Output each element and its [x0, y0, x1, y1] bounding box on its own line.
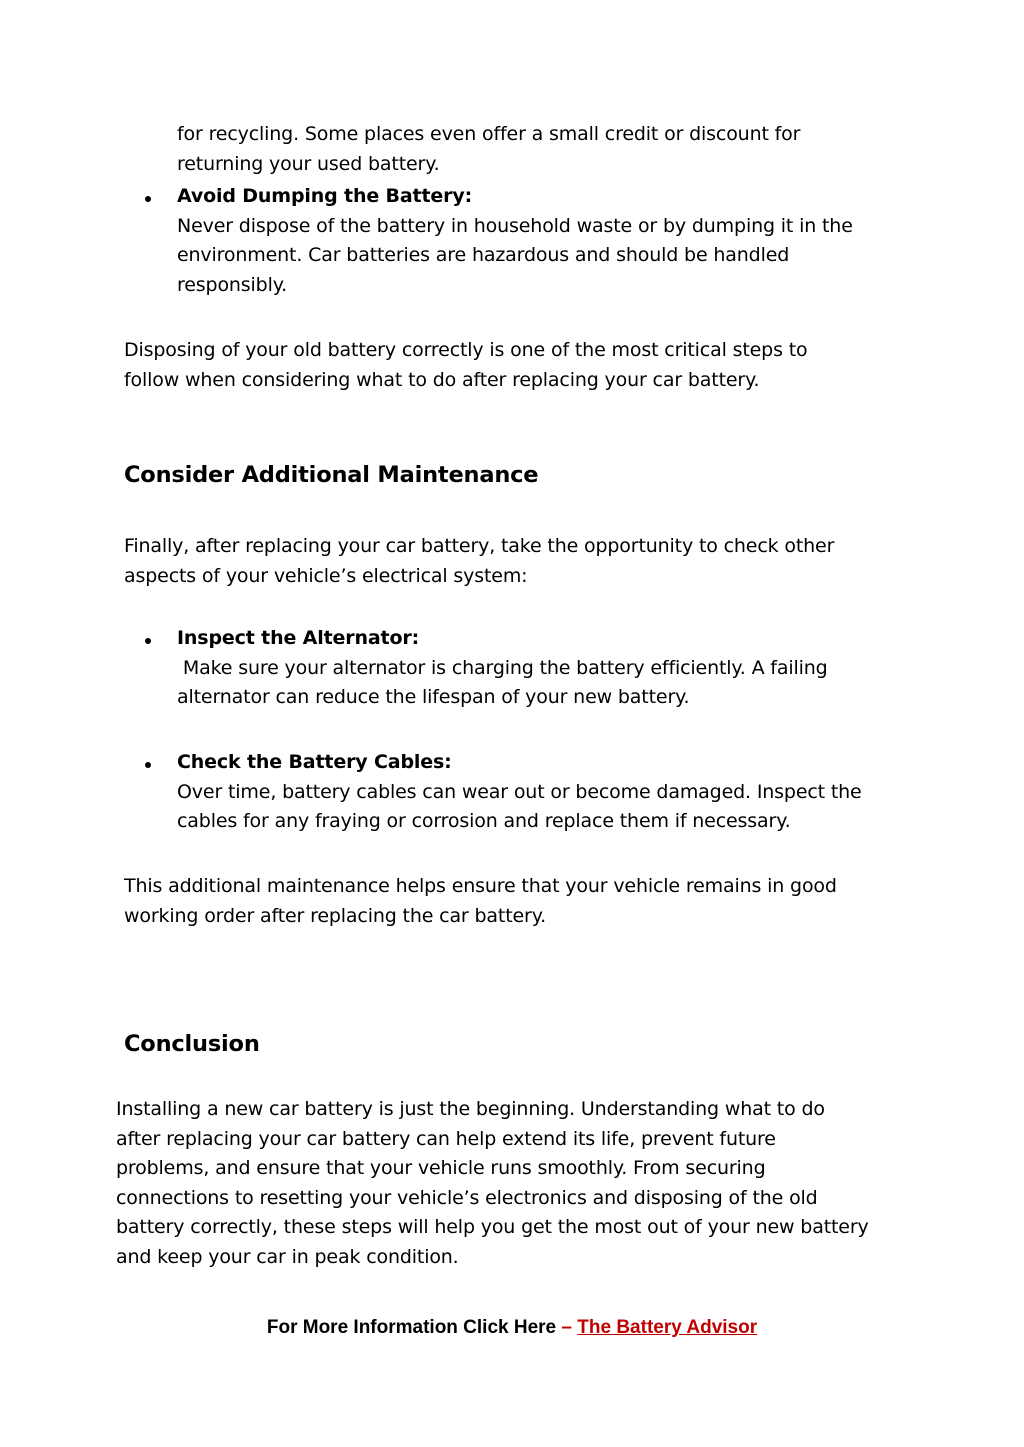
footer-prefix: For More Information Click Here	[266, 1317, 557, 1338]
text-line: Over time, battery cables can wear out or become damaged. Inspect the	[177, 780, 862, 803]
text-line: Installing a new car battery is just the beginning. Understanding what to do	[116, 1098, 825, 1120]
list-item-title: Avoid Dumping the Battery:	[177, 185, 473, 207]
text-line: cables for any fraying or corrosion and replace them if necessary.	[177, 810, 791, 832]
text-line: returning your used battery.	[177, 152, 440, 175]
list-item-check-cables	[177, 748, 862, 837]
bullet-icon	[145, 196, 151, 202]
text-line: environment. Car batteries are hazardous and should be handled	[177, 244, 790, 266]
text-line: Never dispose of the battery in household waste or by dumping it in the	[177, 214, 853, 237]
text-line: battery correctly, these steps will help you get the most out of your new battery	[116, 1216, 869, 1238]
section-heading-conclusion: Conclusion	[124, 1031, 260, 1057]
maintenance-closing	[124, 872, 837, 931]
footer	[0, 1317, 1024, 1339]
text-line: Finally, after replacing your car battery, take the opportunity to check other	[124, 535, 835, 557]
text-line: This additional maintenance helps ensure that your vehicle remains in good	[124, 875, 837, 897]
bullet-icon	[145, 762, 151, 768]
text-line: connections to resetting your vehicle’s electronics and disposing of the old	[116, 1186, 818, 1209]
list-item-inspect-alternator	[177, 624, 828, 713]
list-item-title: Check the Battery Cables:	[177, 751, 452, 773]
text-line: problems, and ensure that your vehicle runs smoothly. From securing	[116, 1157, 766, 1179]
text-line: Make sure your alternator is charging the battery efficiently. A failing	[177, 656, 828, 679]
text-line: Disposing of your old battery correctly is one of the most critical steps to	[124, 339, 808, 361]
text-line: follow when considering what to do after replacing your car battery.	[124, 368, 760, 391]
text-line: after replacing your car battery can help extend its life, prevent future	[116, 1127, 776, 1150]
list-item-avoid-dumping	[177, 182, 853, 300]
text-line: working order after replacing the car battery.	[124, 904, 546, 927]
conclusion-paragraph	[116, 1095, 869, 1272]
list-item-title: Inspect the Alternator:	[177, 627, 420, 649]
text-line: and keep your car in peak condition.	[116, 1245, 459, 1268]
list-item-continuation	[177, 120, 800, 179]
section-heading-maintenance: Consider Additional Maintenance	[124, 462, 539, 488]
maintenance-intro	[124, 532, 834, 591]
text-line: responsibly.	[177, 273, 288, 296]
battery-advisor-link[interactable]: The Battery Advisor	[577, 1317, 758, 1338]
text-line: alternator can reduce the lifespan of your new battery.	[177, 686, 690, 708]
bullet-icon	[145, 638, 151, 644]
text-line: aspects of your vehicle’s electrical system:	[124, 564, 528, 587]
text-line: for recycling. Some places even offer a small credit or discount for	[177, 123, 801, 145]
disposal-paragraph	[124, 336, 808, 395]
footer-dash: –	[561, 1317, 572, 1338]
